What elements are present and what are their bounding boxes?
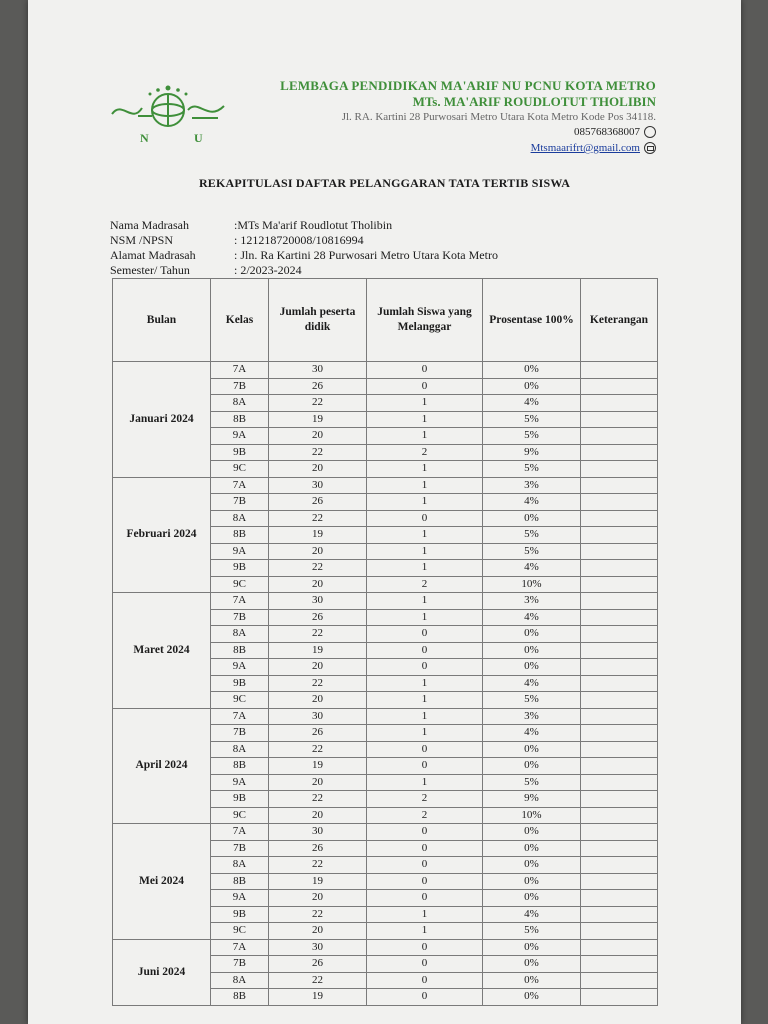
prosentase-cell: 5% (483, 774, 581, 791)
keterangan-cell (581, 989, 658, 1006)
keterangan-cell (581, 972, 658, 989)
month-cell: Maret 2024 (113, 593, 211, 709)
jumlah-peserta-cell: 20 (269, 890, 367, 907)
jumlah-melanggar-cell: 0 (367, 972, 483, 989)
jumlah-peserta-cell: 20 (269, 543, 367, 560)
prosentase-cell: 4% (483, 906, 581, 923)
document-title: REKAPITULASI DAFTAR PELANGGARAN TATA TERTIB SISWA (198, 176, 571, 190)
kelas-cell: 8A (211, 510, 269, 527)
prosentase-cell: 5% (483, 428, 581, 445)
keterangan-cell (581, 428, 658, 445)
prosentase-cell: 0% (483, 378, 581, 395)
kelas-cell: 9B (211, 560, 269, 577)
kelas-cell: 8A (211, 395, 269, 412)
prosentase-cell: 4% (483, 395, 581, 412)
keterangan-cell (581, 626, 658, 643)
logo-letter-n: N (140, 131, 149, 145)
kelas-cell: 9A (211, 774, 269, 791)
jumlah-melanggar-cell: 1 (367, 477, 483, 494)
jumlah-melanggar-cell: 1 (367, 609, 483, 626)
keterangan-cell (581, 461, 658, 478)
header-jumlah-melanggar: Jumlah Siswa yang Melanggar (367, 279, 483, 362)
keterangan-cell (581, 494, 658, 511)
prosentase-cell: 4% (483, 725, 581, 742)
kelas-cell: 9C (211, 923, 269, 940)
month-cell: Februari 2024 (113, 477, 211, 593)
jumlah-peserta-cell: 22 (269, 626, 367, 643)
prosentase-cell: 0% (483, 840, 581, 857)
prosentase-cell: 0% (483, 642, 581, 659)
keterangan-cell (581, 675, 658, 692)
prosentase-cell: 0% (483, 956, 581, 973)
jumlah-melanggar-cell: 0 (367, 989, 483, 1006)
kelas-cell: 7B (211, 609, 269, 626)
kelas-cell: 8B (211, 527, 269, 544)
jumlah-peserta-cell: 22 (269, 560, 367, 577)
jumlah-peserta-cell: 20 (269, 659, 367, 676)
jumlah-melanggar-cell: 2 (367, 576, 483, 593)
mail-icon (644, 142, 656, 154)
kelas-cell: 7A (211, 824, 269, 841)
jumlah-melanggar-cell: 2 (367, 807, 483, 824)
header-kelas: Kelas (211, 279, 269, 362)
kelas-cell: 7A (211, 708, 269, 725)
keterangan-cell (581, 378, 658, 395)
kelas-cell: 9A (211, 890, 269, 907)
keterangan-cell (581, 807, 658, 824)
email-row[interactable] (280, 140, 656, 156)
jumlah-melanggar-cell: 0 (367, 857, 483, 874)
jumlah-melanggar-cell: 1 (367, 708, 483, 725)
prosentase-cell: 3% (483, 477, 581, 494)
keterangan-cell (581, 840, 658, 857)
prosentase-cell: 5% (483, 692, 581, 709)
prosentase-cell: 10% (483, 576, 581, 593)
jumlah-peserta-cell: 19 (269, 989, 367, 1006)
keterangan-cell (581, 477, 658, 494)
jumlah-melanggar-cell: 0 (367, 758, 483, 775)
org-line-1: LEMBAGA PENDIDIKAN MA'ARIF NU PCNU KOTA METRO (280, 78, 656, 93)
logo-letter-u: U (194, 131, 203, 145)
kelas-cell: 7B (211, 725, 269, 742)
jumlah-peserta-cell: 20 (269, 576, 367, 593)
keterangan-cell (581, 873, 658, 890)
table-row (113, 708, 658, 725)
keterangan-cell (581, 708, 658, 725)
jumlah-peserta-cell: 22 (269, 972, 367, 989)
document-page (28, 0, 741, 1024)
kelas-cell: 9C (211, 807, 269, 824)
keterangan-cell (581, 510, 658, 527)
keterangan-cell (581, 774, 658, 791)
prosentase-cell: 0% (483, 758, 581, 775)
jumlah-peserta-cell: 22 (269, 906, 367, 923)
prosentase-cell: 4% (483, 560, 581, 577)
jumlah-melanggar-cell: 2 (367, 444, 483, 461)
keterangan-cell (581, 890, 658, 907)
jumlah-melanggar-cell: 0 (367, 824, 483, 841)
jumlah-melanggar-cell: 1 (367, 494, 483, 511)
email-link[interactable]: Mtsmaarifrt@gmail.com (530, 142, 640, 154)
jumlah-melanggar-cell: 1 (367, 543, 483, 560)
kelas-cell: 7B (211, 840, 269, 857)
jumlah-peserta-cell: 26 (269, 494, 367, 511)
kelas-cell: 7B (211, 956, 269, 973)
keterangan-cell (581, 659, 658, 676)
header-keterangan: Keterangan (581, 279, 658, 362)
table-row (113, 824, 658, 841)
month-cell: April 2024 (113, 708, 211, 824)
table-body (113, 362, 658, 1006)
keterangan-cell (581, 758, 658, 775)
jumlah-melanggar-cell: 0 (367, 741, 483, 758)
kelas-cell: 7B (211, 378, 269, 395)
address: Jl. RA. Kartini 28 Purwosari Metro Utara Kota Metro Kode Pos 34118. (341, 111, 656, 123)
prosentase-cell: 5% (483, 923, 581, 940)
jumlah-peserta-cell: 30 (269, 824, 367, 841)
table-row (113, 362, 658, 379)
keterangan-cell (581, 411, 658, 428)
table-row (113, 593, 658, 610)
prosentase-cell: 0% (483, 890, 581, 907)
jumlah-melanggar-cell: 0 (367, 642, 483, 659)
jumlah-peserta-cell: 20 (269, 692, 367, 709)
info-row (110, 248, 498, 263)
jumlah-peserta-cell: 22 (269, 857, 367, 874)
kelas-cell: 9B (211, 906, 269, 923)
kelas-cell: 9A (211, 659, 269, 676)
keterangan-cell (581, 923, 658, 940)
kelas-cell: 7A (211, 362, 269, 379)
keterangan-cell (581, 906, 658, 923)
header-jumlah-peserta: Jumlah peserta didik (269, 279, 367, 362)
kelas-cell: 9B (211, 675, 269, 692)
jumlah-peserta-cell: 20 (269, 461, 367, 478)
kelas-cell: 8A (211, 626, 269, 643)
kelas-cell: 9A (211, 543, 269, 560)
school-info (110, 218, 498, 278)
kelas-cell: 9C (211, 576, 269, 593)
jumlah-peserta-cell: 19 (269, 411, 367, 428)
info-value: :MTs Ma'arif Roudlotut Tholibin (234, 218, 393, 232)
table-header-row (113, 279, 658, 362)
jumlah-peserta-cell: 26 (269, 609, 367, 626)
prosentase-cell: 0% (483, 857, 581, 874)
jumlah-melanggar-cell: 1 (367, 725, 483, 742)
info-value: : 2/2023-2024 (234, 263, 302, 277)
kelas-cell: 8A (211, 857, 269, 874)
jumlah-melanggar-cell: 1 (367, 461, 483, 478)
jumlah-peserta-cell: 20 (269, 807, 367, 824)
phone-row (280, 125, 656, 140)
jumlah-peserta-cell: 22 (269, 510, 367, 527)
keterangan-cell (581, 527, 658, 544)
keterangan-cell (581, 692, 658, 709)
jumlah-peserta-cell: 19 (269, 758, 367, 775)
violation-table (112, 278, 658, 1006)
kelas-cell: 8B (211, 873, 269, 890)
jumlah-melanggar-cell: 1 (367, 411, 483, 428)
prosentase-cell: 10% (483, 807, 581, 824)
jumlah-melanggar-cell: 0 (367, 873, 483, 890)
kelas-cell: 7A (211, 593, 269, 610)
jumlah-peserta-cell: 22 (269, 395, 367, 412)
jumlah-melanggar-cell: 0 (367, 890, 483, 907)
info-row (110, 233, 498, 248)
jumlah-peserta-cell: 26 (269, 378, 367, 395)
jumlah-peserta-cell: 19 (269, 642, 367, 659)
jumlah-melanggar-cell: 0 (367, 659, 483, 676)
kelas-cell: 8B (211, 642, 269, 659)
jumlah-peserta-cell: 26 (269, 840, 367, 857)
prosentase-cell: 4% (483, 609, 581, 626)
prosentase-cell: 4% (483, 675, 581, 692)
jumlah-peserta-cell: 20 (269, 923, 367, 940)
jumlah-melanggar-cell: 1 (367, 527, 483, 544)
jumlah-melanggar-cell: 0 (367, 939, 483, 956)
kelas-cell: 7A (211, 939, 269, 956)
jumlah-peserta-cell: 19 (269, 527, 367, 544)
info-label: Alamat Madrasah (110, 248, 196, 262)
jumlah-peserta-cell: 20 (269, 428, 367, 445)
jumlah-peserta-cell: 30 (269, 708, 367, 725)
info-label: NSM /NPSN (110, 233, 174, 247)
prosentase-cell: 0% (483, 659, 581, 676)
org-line-2: MTs. MA'ARIF ROUDLOTUT THOLIBIN (412, 94, 656, 109)
prosentase-cell: 0% (483, 989, 581, 1006)
jumlah-peserta-cell: 22 (269, 675, 367, 692)
kelas-cell: 9B (211, 791, 269, 808)
header-bulan: Bulan (113, 279, 211, 362)
prosentase-cell: 5% (483, 543, 581, 560)
prosentase-cell: 9% (483, 791, 581, 808)
prosentase-cell: 3% (483, 593, 581, 610)
kelas-cell: 7B (211, 494, 269, 511)
jumlah-peserta-cell: 30 (269, 477, 367, 494)
info-value: : Jln. Ra Kartini 28 Purwosari Metro Utara Kota Metro (234, 248, 498, 262)
phone-number: 085768368007 (574, 126, 640, 138)
prosentase-cell: 5% (483, 527, 581, 544)
table-row (113, 939, 658, 956)
kelas-cell: 8B (211, 411, 269, 428)
kelas-cell: 8B (211, 989, 269, 1006)
keterangan-cell (581, 857, 658, 874)
keterangan-cell (581, 609, 658, 626)
prosentase-cell: 4% (483, 494, 581, 511)
jumlah-melanggar-cell: 1 (367, 593, 483, 610)
prosentase-cell: 0% (483, 824, 581, 841)
keterangan-cell (581, 741, 658, 758)
jumlah-melanggar-cell: 0 (367, 378, 483, 395)
table-row (113, 477, 658, 494)
keterangan-cell (581, 576, 658, 593)
jumlah-melanggar-cell: 1 (367, 560, 483, 577)
keterangan-cell (581, 939, 658, 956)
prosentase-cell: 0% (483, 362, 581, 379)
kelas-cell: 9C (211, 692, 269, 709)
kelas-cell: 8B (211, 758, 269, 775)
month-cell: Juni 2024 (113, 939, 211, 1005)
kelas-cell: 9B (211, 444, 269, 461)
jumlah-melanggar-cell: 1 (367, 906, 483, 923)
jumlah-melanggar-cell: 1 (367, 774, 483, 791)
kelas-cell: 9A (211, 428, 269, 445)
kelas-cell: 8A (211, 741, 269, 758)
prosentase-cell: 5% (483, 411, 581, 428)
jumlah-melanggar-cell: 0 (367, 626, 483, 643)
prosentase-cell: 0% (483, 972, 581, 989)
jumlah-peserta-cell: 30 (269, 939, 367, 956)
jumlah-melanggar-cell: 0 (367, 840, 483, 857)
jumlah-peserta-cell: 26 (269, 956, 367, 973)
prosentase-cell: 0% (483, 510, 581, 527)
keterangan-cell (581, 956, 658, 973)
prosentase-cell: 0% (483, 873, 581, 890)
keterangan-cell (581, 791, 658, 808)
jumlah-melanggar-cell: 0 (367, 362, 483, 379)
jumlah-melanggar-cell: 1 (367, 428, 483, 445)
jumlah-peserta-cell: 19 (269, 873, 367, 890)
keterangan-cell (581, 725, 658, 742)
keterangan-cell (581, 362, 658, 379)
jumlah-melanggar-cell: 1 (367, 395, 483, 412)
school-logo-icon (108, 80, 228, 150)
prosentase-cell: 5% (483, 461, 581, 478)
jumlah-melanggar-cell: 1 (367, 923, 483, 940)
keterangan-cell (581, 395, 658, 412)
keterangan-cell (581, 824, 658, 841)
month-cell: Mei 2024 (113, 824, 211, 940)
info-label: Nama Madrasah (110, 218, 189, 232)
jumlah-peserta-cell: 30 (269, 593, 367, 610)
keterangan-cell (581, 642, 658, 659)
month-cell: Januari 2024 (113, 362, 211, 478)
info-value: : 121218720008/10816994 (234, 233, 364, 247)
phone-icon (644, 126, 656, 138)
kelas-cell: 8A (211, 972, 269, 989)
prosentase-cell: 0% (483, 741, 581, 758)
info-row (110, 218, 498, 233)
prosentase-cell: 3% (483, 708, 581, 725)
kelas-cell: 9C (211, 461, 269, 478)
jumlah-melanggar-cell: 1 (367, 675, 483, 692)
header-prosentase: Prosentase 100% (483, 279, 581, 362)
letterhead (280, 78, 656, 156)
jumlah-melanggar-cell: 2 (367, 791, 483, 808)
jumlah-melanggar-cell: 0 (367, 510, 483, 527)
jumlah-peserta-cell: 30 (269, 362, 367, 379)
prosentase-cell: 9% (483, 444, 581, 461)
keterangan-cell (581, 444, 658, 461)
prosentase-cell: 0% (483, 939, 581, 956)
info-label: Semester/ Tahun (110, 263, 190, 277)
jumlah-peserta-cell: 22 (269, 741, 367, 758)
jumlah-peserta-cell: 22 (269, 444, 367, 461)
kelas-cell: 7A (211, 477, 269, 494)
jumlah-melanggar-cell: 1 (367, 692, 483, 709)
jumlah-melanggar-cell: 0 (367, 956, 483, 973)
keterangan-cell (581, 560, 658, 577)
prosentase-cell: 0% (483, 626, 581, 643)
keterangan-cell (581, 543, 658, 560)
jumlah-peserta-cell: 26 (269, 725, 367, 742)
info-row (110, 263, 498, 278)
keterangan-cell (581, 593, 658, 610)
jumlah-peserta-cell: 20 (269, 774, 367, 791)
jumlah-peserta-cell: 22 (269, 791, 367, 808)
